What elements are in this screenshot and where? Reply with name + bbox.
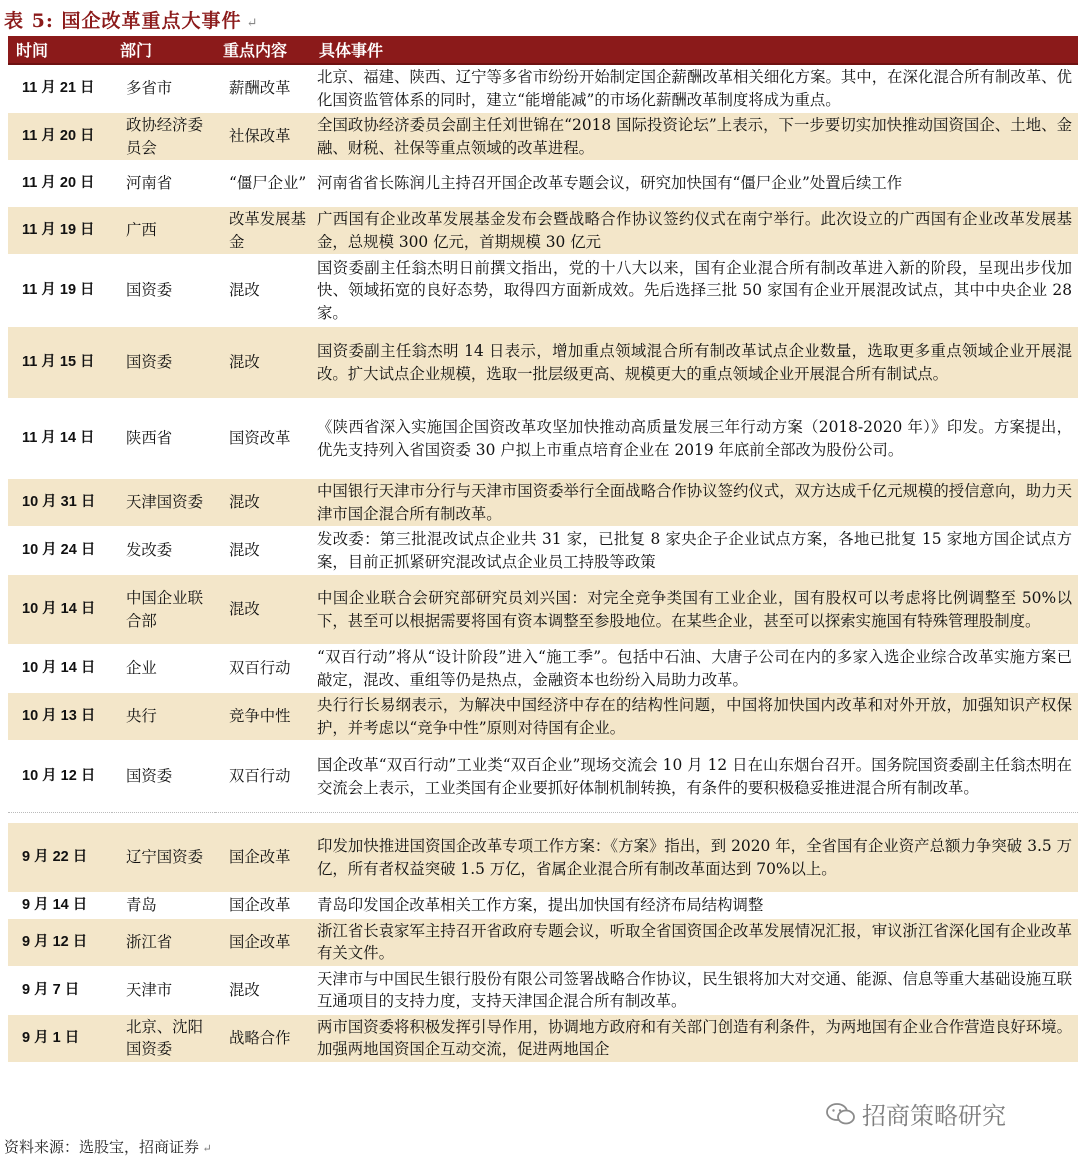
topic-cell: 国企改革	[215, 893, 311, 919]
date-cell: 10 月 31 日	[8, 479, 112, 527]
dept-cell: 国资委	[112, 255, 215, 327]
event-cell: 天津市与中国民生银行股份有限公司签署战略合作协议，民生银将加大对交通、能源、信息等重大基础设施互联互通项目的支持力度，支持天津国企混合所有制改革。	[311, 966, 1078, 1014]
table-row	[8, 327, 1078, 399]
topic-cell: 混改	[215, 255, 311, 327]
date-cell: 11 月 20 日	[8, 113, 112, 161]
dept-cell: 多省市	[112, 64, 215, 113]
table-row	[8, 966, 1078, 1014]
gap-cell	[8, 813, 1078, 823]
table-body	[8, 64, 1078, 1062]
dept-cell: 中国企业联合部	[112, 575, 215, 645]
event-cell: 广西国有企业改革发展基金发布会暨战略合作协议签约仪式在南宁举行。此次设立的广西国有企业改革发展基金，总规模 300 亿元，首期规模 30 亿元	[311, 207, 1078, 255]
table-row	[8, 161, 1078, 207]
topic-cell: “僵尸企业”	[215, 161, 311, 207]
table-row	[8, 645, 1078, 693]
date-cell: 10 月 13 日	[8, 693, 112, 741]
event-cell: 全国政协经济委员会副主任刘世锦在“2018 国际投资论坛”上表示，下一步要切实加快推动国资国企、土地、金融、财税、社保等重点领域的改革进程。	[311, 113, 1078, 161]
date-cell: 11 月 15 日	[8, 327, 112, 399]
date-cell: 9 月 7 日	[8, 966, 112, 1014]
table-row	[8, 823, 1078, 893]
dept-cell: 浙江省	[112, 918, 215, 966]
table-row	[8, 399, 1078, 479]
table-row	[8, 527, 1078, 575]
topic-cell: 国企改革	[215, 918, 311, 966]
table-row	[8, 741, 1078, 813]
topic-cell: 竞争中性	[215, 693, 311, 741]
header-date: 时间	[8, 36, 112, 64]
table-row	[8, 918, 1078, 966]
source-note: 资料来源：选股宝，招商证券 ↵	[4, 1138, 212, 1156]
event-cell: 央行行长易纲表示，为解决中国经济中存在的结构性问题，中国将加快国内改革和对外开放，加强知识产权保护，并考虑以“竞争中性”原则对待国有企业。	[311, 693, 1078, 741]
event-cell: 河南省省长陈润儿主持召开国企改革专题会议，研究加快国有“僵尸企业”处置后续工作	[311, 161, 1078, 207]
dept-cell: 发改委	[112, 527, 215, 575]
topic-cell: 薪酬改革	[215, 64, 311, 113]
date-cell: 11 月 21 日	[8, 64, 112, 113]
dept-cell: 河南省	[112, 161, 215, 207]
event-cell: 中国银行天津市分行与天津市国资委举行全面战略合作协议签约仪式，双方达成千亿元规模的授信意向，助力天津市国企混合所有制改革。	[311, 479, 1078, 527]
date-cell: 9 月 22 日	[8, 823, 112, 893]
event-cell: 《陕西省深入实施国企国资改革攻坚加快推动高质量发展三年行动方案（2018-2020 年）》印发。方案提出，优先支持列入省国资委 30 户拟上市重点培育企业在 2019 年底前全部改为股份公司。	[311, 399, 1078, 479]
table-row	[8, 479, 1078, 527]
event-cell: 中国企业联合会研究部研究员刘兴国：对完全竞争类国有工业企业，国有股权可以考虑将比例调整至 50%以下，甚至可以根据需要将国有资本调整至参股地位。在某些企业，甚至可以探索实施国有特殊管理股制度。	[311, 575, 1078, 645]
table-row	[8, 113, 1078, 161]
dept-cell: 国资委	[112, 741, 215, 813]
dept-cell: 天津国资委	[112, 479, 215, 527]
event-cell: 印发加快推进国资国企改革专项工作方案：《方案》指出，到 2020 年，全省国有企业资产总额力争突破 3.5 万亿，所有者权益突破 1.5 万亿，省属企业混合所有制改革面达到 70%以上。	[311, 823, 1078, 893]
topic-cell: 国企改革	[215, 823, 311, 893]
dept-cell: 央行	[112, 693, 215, 741]
wechat-icon	[826, 1102, 856, 1126]
date-cell: 11 月 19 日	[8, 255, 112, 327]
table-row	[8, 693, 1078, 741]
date-cell: 11 月 20 日	[8, 161, 112, 207]
dept-cell: 辽宁国资委	[112, 823, 215, 893]
dept-cell: 北京、沈阳国资委	[112, 1014, 215, 1062]
watermark	[826, 1096, 1006, 1131]
date-cell: 10 月 14 日	[8, 575, 112, 645]
table-caption: 表 5: 国企改革重点大事件 ↵	[4, 10, 259, 32]
topic-cell: 改革发展基金	[215, 207, 311, 255]
event-cell: “双百行动”将从“设计阶段”进入“施工季”。包括中石油、大唐子公司在内的多家入选企业综合改革实施方案已敲定，混改、重组等仍是热点，金融资本也纷纷入局助力改革。	[311, 645, 1078, 693]
date-cell: 10 月 12 日	[8, 741, 112, 813]
event-cell: 青岛印发国企改革相关工作方案，提出加快国有经济布局结构调整	[311, 893, 1078, 919]
section-gap	[8, 813, 1078, 823]
dept-cell: 国资委	[112, 327, 215, 399]
events-table	[8, 36, 1078, 1062]
header-dept: 部门	[112, 36, 215, 64]
dept-cell: 陕西省	[112, 399, 215, 479]
event-cell: 两市国资委将积极发挥引导作用，协调地方政府和有关部门创造有利条件，为两地国有企业合作营造良好环境。加强两地国资国企互动交流，促进两地国企	[311, 1014, 1078, 1062]
table-row	[8, 255, 1078, 327]
table-row	[8, 1014, 1078, 1062]
event-cell: 发改委：第三批混改试点企业共 31 家，已批复 8 家央企子企业试点方案，各地已批复 15 家地方国企试点方案，目前正抓紧研究混改试点企业员工持股等政策	[311, 527, 1078, 575]
table-row	[8, 64, 1078, 113]
date-cell: 11 月 19 日	[8, 207, 112, 255]
table-header-row	[8, 36, 1078, 64]
topic-cell: 国资改革	[215, 399, 311, 479]
dept-cell: 广西	[112, 207, 215, 255]
topic-cell: 战略合作	[215, 1014, 311, 1062]
table-row	[8, 575, 1078, 645]
table-row	[8, 893, 1078, 919]
watermark-text: 招商策略研究	[862, 1102, 1006, 1130]
topic-cell: 混改	[215, 527, 311, 575]
date-cell: 9 月 1 日	[8, 1014, 112, 1062]
header-topic: 重点内容	[215, 36, 311, 64]
topic-cell: 混改	[215, 327, 311, 399]
date-cell: 10 月 14 日	[8, 645, 112, 693]
table-row	[8, 207, 1078, 255]
event-cell: 浙江省长袁家军主持召开省政府专题会议，听取全省国资国企改革发展情况汇报，审议浙江省深化国有企业改革有关文件。	[311, 918, 1078, 966]
date-cell: 10 月 24 日	[8, 527, 112, 575]
event-cell: 国企改革“双百行动”工业类“双百企业”现场交流会 10 月 12 日在山东烟台召开。国务院国资委副主任翁杰明在交流会上表示，工业类国有企业要抓好体制机制转换，有条件的要积极稳妥推进混合所有制改革。	[311, 741, 1078, 813]
event-cell: 国资委副主任翁杰明 14 日表示，增加重点领域混合所有制改革试点企业数量，选取更多重点领域企业开展混改。扩大试点企业规模，选取一批层级更高、规模更大的重点领域企业开展混合所有制试点。	[311, 327, 1078, 399]
dept-cell: 企业	[112, 645, 215, 693]
event-cell: 国资委副主任翁杰明日前撰文指出，党的十八大以来，国有企业混合所有制改革进入新的阶段，呈现出步伐加快、领域拓宽的良好态势，取得四方面新成效。先后选择三批 50 家国有企业开展混改试点，其中中央企业 28 家。	[311, 255, 1078, 327]
topic-cell: 混改	[215, 575, 311, 645]
topic-cell: 混改	[215, 966, 311, 1014]
date-cell: 9 月 12 日	[8, 918, 112, 966]
date-cell: 9 月 14 日	[8, 893, 112, 919]
topic-cell: 双百行动	[215, 741, 311, 813]
date-cell: 11 月 14 日	[8, 399, 112, 479]
event-cell: 北京、福建、陕西、辽宁等多省市纷纷开始制定国企薪酬改革相关细化方案。其中，在深化混合所有制改革、优化国资监管体系的同时，建立“能增能减”的市场化薪酬改革制度将成为重点。	[311, 64, 1078, 113]
header-event: 具体事件	[311, 36, 1078, 64]
topic-cell: 双百行动	[215, 645, 311, 693]
dept-cell: 政协经济委员会	[112, 113, 215, 161]
topic-cell: 混改	[215, 479, 311, 527]
dept-cell: 天津市	[112, 966, 215, 1014]
dept-cell: 青岛	[112, 893, 215, 919]
topic-cell: 社保改革	[215, 113, 311, 161]
